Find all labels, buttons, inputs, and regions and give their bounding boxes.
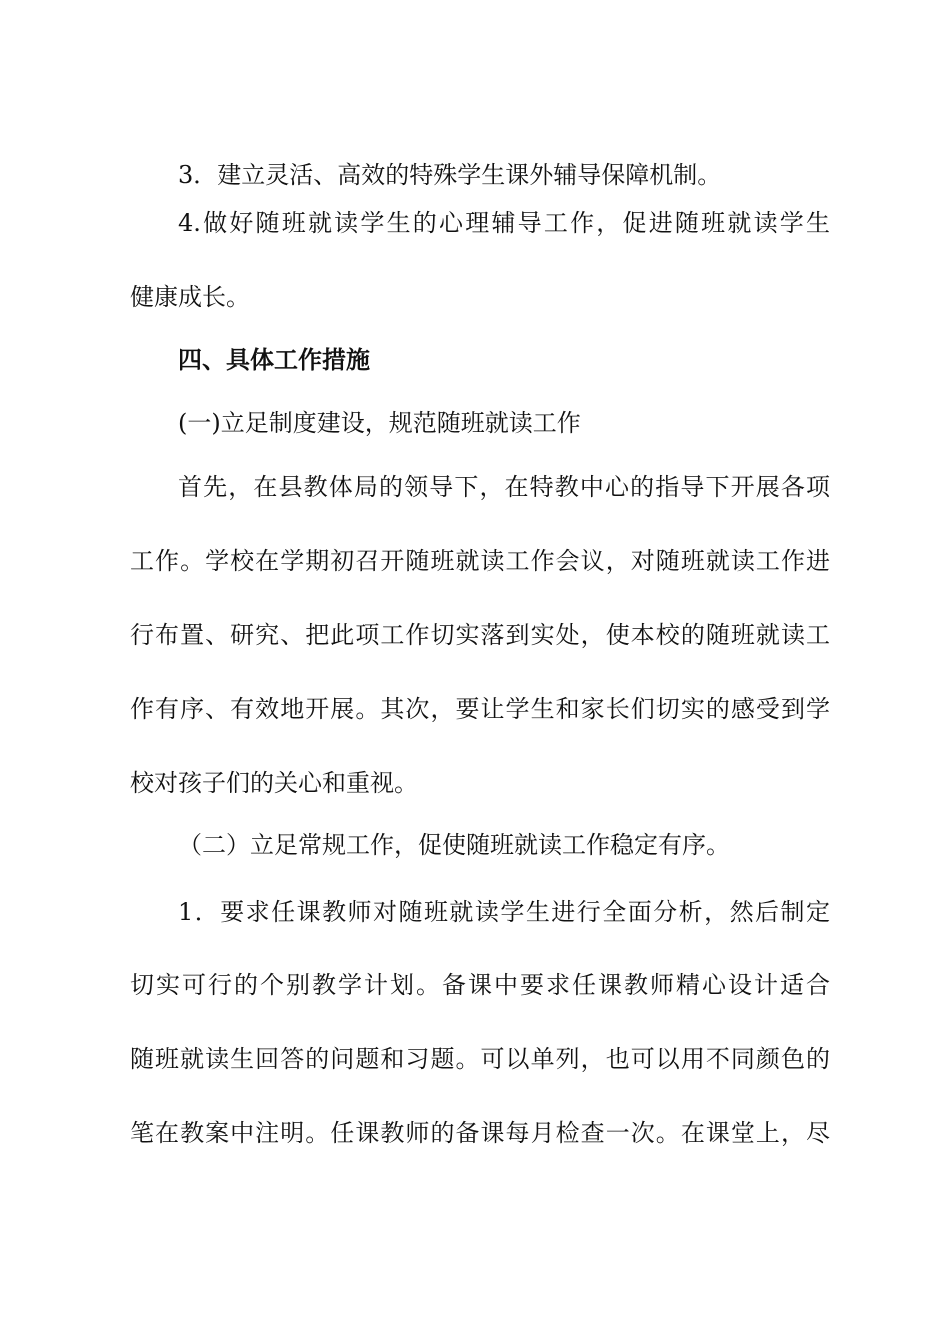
paragraph-1-line-4: 作有序、有效地开展。其次，要让学生和家长们切实的感受到学: [130, 695, 830, 723]
paragraph-1-line-5: 校对孩子们的关心和重视。: [130, 769, 418, 797]
list-item-4-line-2: 健康成长。: [130, 283, 250, 311]
subsection-heading-2: （二）立足常规工作，促使随班就读工作稳定有序。: [178, 831, 730, 859]
paragraph-1-line-1: 首先，在县教体局的领导下，在特教中心的指导下开展各项: [178, 473, 830, 501]
subsection-heading-1: (一)立足制度建设，规范随班就读工作: [178, 409, 581, 437]
paragraph-2-line-4: 笔在教案中注明。任课教师的备课每月检查一次。在课堂上，尽: [130, 1119, 830, 1147]
paragraph-2-line-2: 切实可行的个别教学计划。备课中要求任课教师精心设计适合: [130, 971, 830, 999]
paragraph-2-line-3: 随班就读生回答的问题和习题。可以单列，也可以用不同颜色的: [130, 1045, 830, 1073]
paragraph-1-line-2: 工作。学校在学期初召开随班就读工作会议，对随班就读工作进: [130, 547, 830, 575]
list-item-3: 3．建立灵活、高效的特殊学生课外辅导保障机制。: [178, 161, 722, 189]
paragraph-2-line-1: 1．要求任课教师对随班就读学生进行全面分析，然后制定: [178, 898, 830, 926]
list-item-4-line-1: 4.做好随班就读学生的心理辅导工作，促进随班就读学生: [178, 209, 830, 237]
paragraph-1-line-3: 行布置、研究、把此项工作切实落到实处，使本校的随班就读工: [130, 621, 830, 649]
section-heading-4: 四、具体工作措施: [178, 346, 370, 374]
